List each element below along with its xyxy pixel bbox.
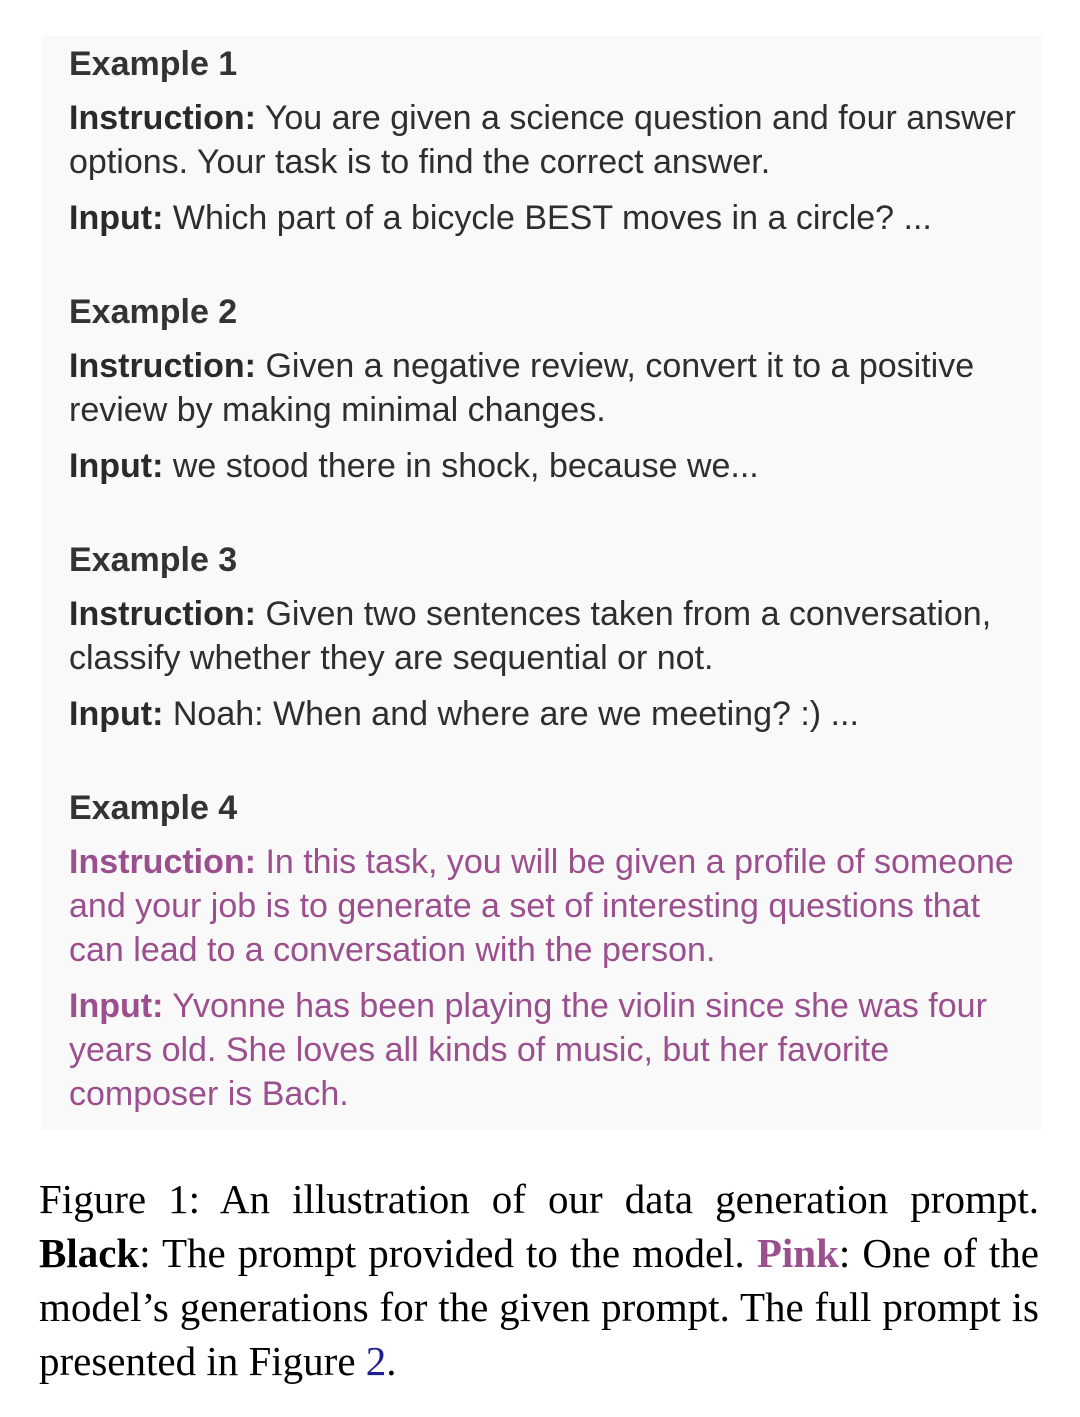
input-field [69,984,1022,1116]
input-label: Input: [69,447,164,485]
example-1 [69,42,1022,252]
example-3 [69,538,1022,748]
caption-black-label: Black [39,1230,140,1276]
example-title: Example 1 [69,45,238,83]
input-text: Which part of a bicycle BEST moves in a circle? ... [172,199,932,237]
example-title: Example 3 [69,541,238,579]
instruction-field [69,96,1022,184]
prompt-box [42,36,1042,1130]
caption-prefix: Figure 1: An illustration of our data generation prompt. [39,1176,1039,1222]
example-2 [69,290,1022,500]
instruction-label: Instruction: [69,843,256,881]
input-text: Yvonne has been playing the violin since she was four years old. She loves all kinds of music, but her favorite composer is Bach. [69,987,987,1113]
figure-caption [39,1172,1039,1388]
example-title: Example 4 [69,789,238,827]
caption-pink-label: Pink [756,1230,839,1276]
example-4 [69,786,1022,1128]
instruction-label: Instruction: [69,99,256,137]
instruction-field [69,592,1022,680]
instruction-text: Given two sentences taken from a conversation, classify whether they are sequential or not. [69,595,992,677]
instruction-field [69,840,1022,972]
instruction-text: In this task, you will be given a profile of someone and your job is to generate a set of interesting questions that can lead to a conversation with the person. [69,843,1014,969]
example-title: Example 2 [69,293,238,331]
input-label: Input: [69,695,164,733]
instruction-text: Given a negative review, convert it to a positive review by making minimal changes. [69,347,975,429]
input-label: Input: [69,987,164,1025]
figure-reference-link[interactable]: 2 [365,1338,387,1384]
instruction-label: Instruction: [69,347,256,385]
input-field [69,196,1022,240]
input-text: Noah: When and where are we meeting? :) ... [172,695,859,733]
caption-black-text: : The prompt provided to the model. [139,1230,745,1276]
caption-pink-text: : One of the model’s generations for the given prompt. The full prompt is presented in Figure [39,1230,1039,1384]
input-text: we stood there in shock, because we... [172,447,759,485]
instruction-field [69,344,1022,432]
input-field [69,692,1022,736]
instruction-text: You are given a science question and four answer options. Your task is to find the correct answer. [69,99,1016,181]
input-field [69,444,1022,488]
instruction-label: Instruction: [69,595,256,633]
caption-suffix: . [386,1338,397,1384]
input-label: Input: [69,199,164,237]
